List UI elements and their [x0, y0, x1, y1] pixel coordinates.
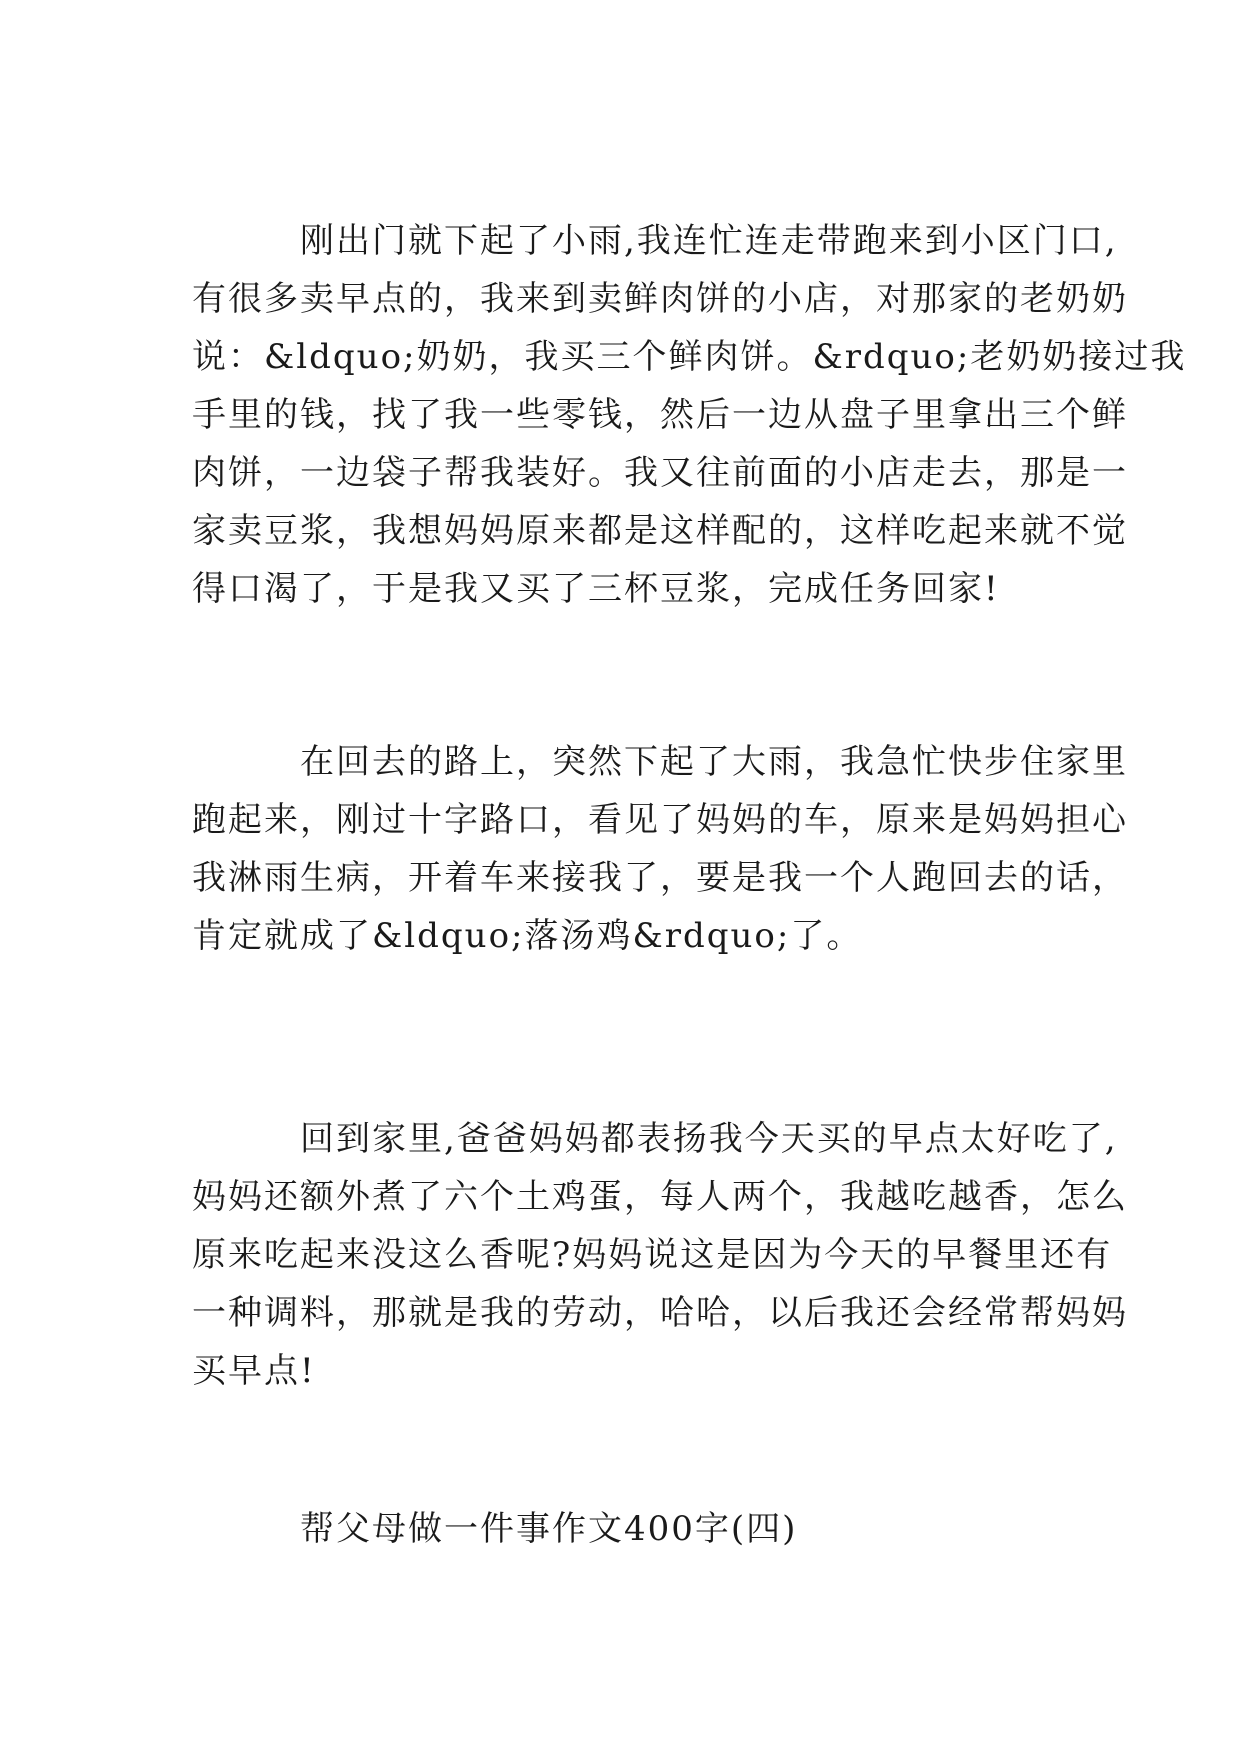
- paragraph-line: 有很多卖早点的，我来到卖鲜肉饼的小店，对那家的老奶奶: [192, 279, 1128, 319]
- paragraph-line: 肯定就成了&ldquo;落汤鸡&rdquo;了。: [192, 916, 863, 956]
- paragraph-back-home: [192, 1110, 1128, 1400]
- paragraph-line: 手里的钱，找了我一些零钱，然后一边从盘子里拿出三个鲜: [192, 395, 1128, 435]
- paragraph-line: 在回去的路上，突然下起了大雨，我急忙快步住家里: [300, 742, 1128, 782]
- paragraph-line: 得口渴了，于是我又买了三杯豆浆，完成任务回家!: [192, 569, 1000, 609]
- paragraph-line: 家卖豆浆，我想妈妈原来都是这样配的，这样吃起来就不觉: [192, 511, 1128, 551]
- paragraph-line: 肉饼，一边袋子帮我装好。我又往前面的小店走去，那是一: [192, 453, 1128, 493]
- paragraph-line: 买早点!: [192, 1351, 316, 1391]
- paragraph-line: 一种调料，那就是我的劳动，哈哈，以后我还会经常帮妈妈: [192, 1293, 1128, 1333]
- paragraph-line: 原来吃起来没这么香呢?妈妈说这是因为今天的早餐里还有: [192, 1235, 1113, 1275]
- paragraph-buying-breakfast: [192, 212, 1187, 618]
- paragraph-line: 我淋雨生病，开着车来接我了，要是我一个人跑回去的话，: [192, 858, 1128, 898]
- paragraph-line: 说：&ldquo;奶奶，我买三个鲜肉饼。&rdquo;老奶奶接过我: [192, 337, 1187, 377]
- paragraph-line: 回到家里,爸爸妈妈都表扬我今天买的早点太好吃了,: [300, 1119, 1118, 1159]
- paragraph-line: 妈妈还额外煮了六个土鸡蛋，每人两个，我越吃越香，怎么: [192, 1177, 1128, 1217]
- section-heading: [192, 1500, 1092, 1558]
- paragraph-line: 刚出门就下起了小雨,我连忙连走带跑来到小区门口,: [300, 221, 1118, 261]
- section-heading-text: 帮父母做一件事作文400字(四): [300, 1509, 798, 1549]
- paragraph-line: 跑起来，刚过十字路口，看见了妈妈的车，原来是妈妈担心: [192, 800, 1128, 840]
- paragraph-rain-on-way-home: [192, 733, 1128, 965]
